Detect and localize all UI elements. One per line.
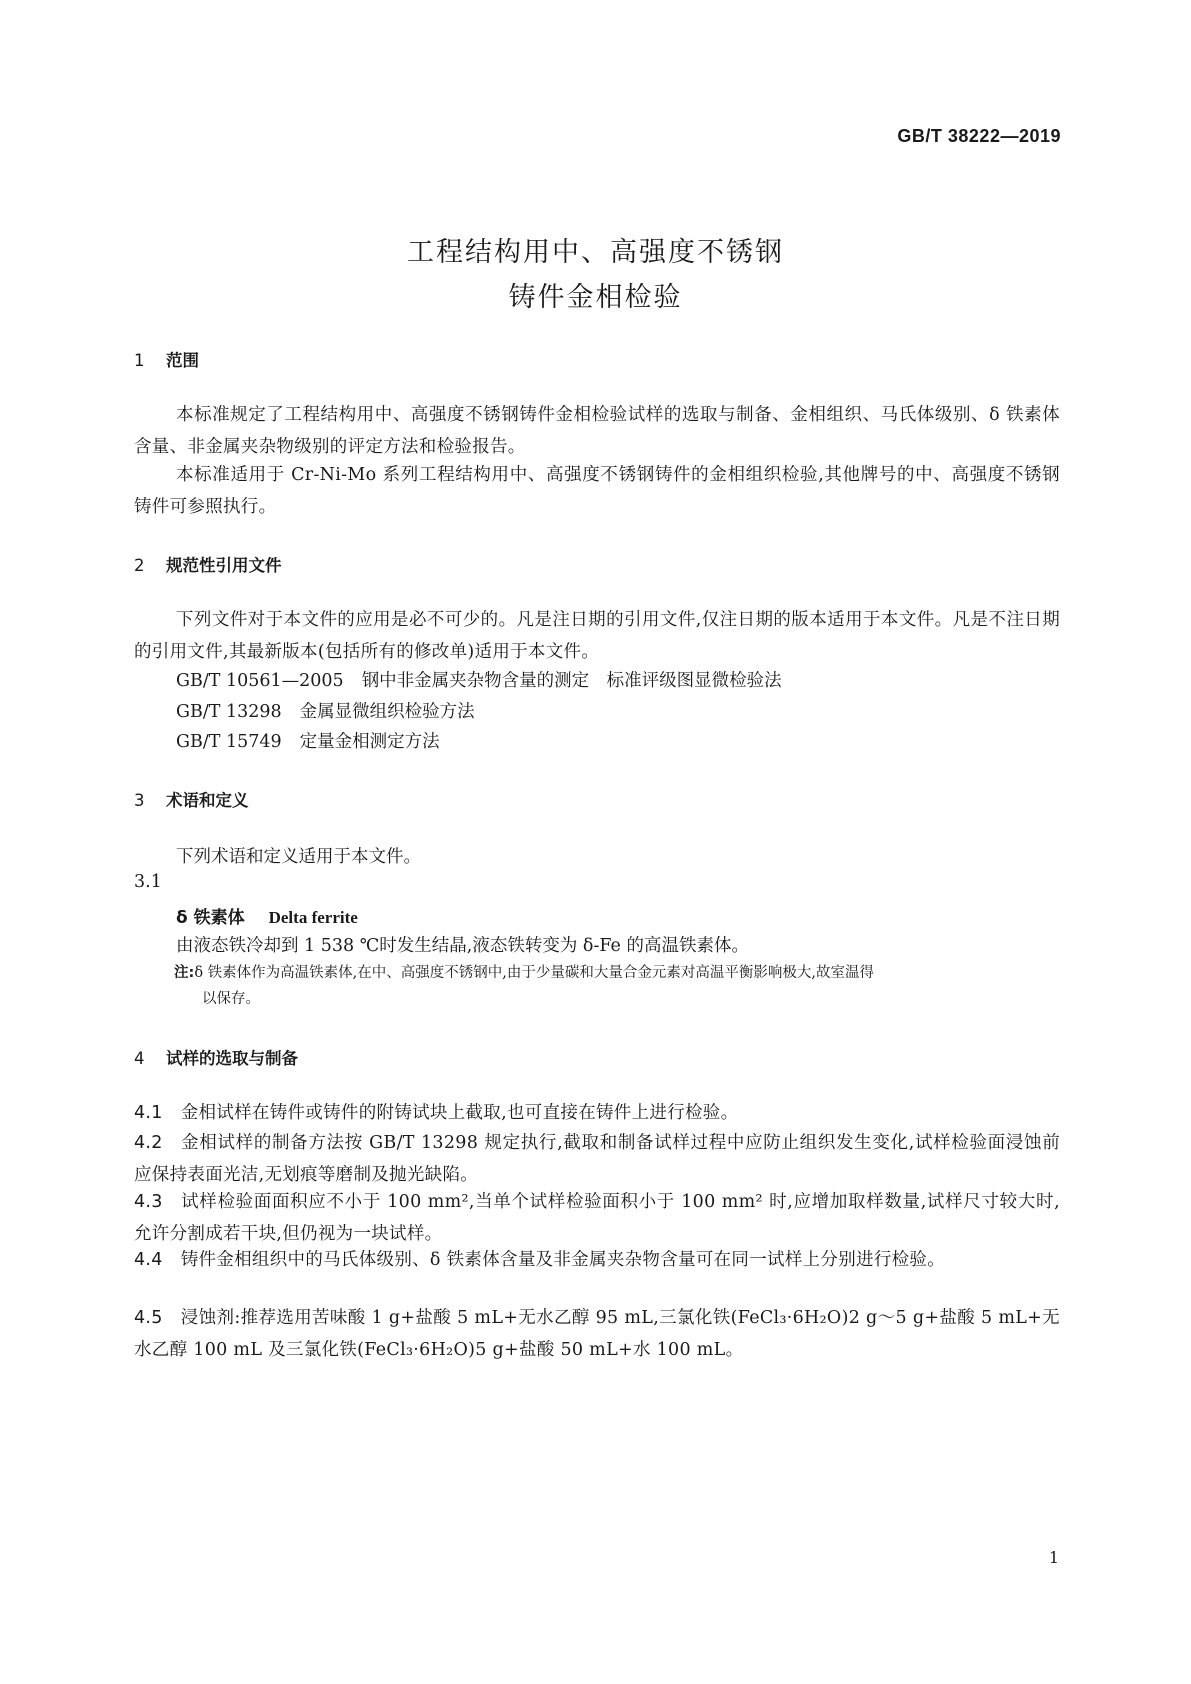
term-note	[174, 960, 1060, 1012]
clause-4-1	[134, 1097, 1060, 1129]
section-number: 3	[134, 791, 145, 810]
clause-number: 4.3	[134, 1192, 163, 1212]
term-english: Delta ferrite	[268, 908, 358, 927]
section-number: 1	[134, 351, 145, 370]
note-text-line2: 以保存。	[202, 991, 260, 1007]
section-3-paragraph-1: 下列术语和定义适用于本文件。	[176, 847, 421, 867]
clause-number: 4.2	[134, 1133, 163, 1153]
reference-item	[176, 698, 475, 723]
reference-title: 金属显微组织检验方法	[299, 702, 475, 722]
clause-4-5	[134, 1302, 1060, 1366]
term-entry	[176, 903, 358, 928]
section-1-paragraph-1: 本标准规定了工程结构用中、高强度不锈钢铸件金相检验试样的选取与制备、金相组织、马氏体级别、δ 铁素体含量、非金属夹杂物级别的评定方法和检验报告。	[134, 405, 1060, 457]
clause-4-2	[134, 1127, 1060, 1191]
document-title-line2: 铸件金相检验	[508, 282, 683, 313]
standard-code: GB/T 38222—2019	[897, 126, 1061, 146]
clause-text: 铸件金相组织中的马氏体级别、δ 铁素体含量及非金属夹杂物含量可在同一试样上分别进行检验。	[180, 1250, 946, 1270]
reference-code: GB/T 15749	[176, 732, 282, 752]
term-definition: 由液态铁冷却到 1 538 ℃时发生结晶,液态铁转变为 δ-Fe 的高温铁素体。	[176, 936, 749, 956]
term-chinese: δ 铁素体	[176, 908, 245, 928]
section-title: 规范性引用文件	[166, 556, 282, 575]
document-title-line1: 工程结构用中、高强度不锈钢	[407, 237, 784, 268]
reference-title: 钢中非金属夹杂物含量的测定 标准评级图显微检验法	[361, 671, 782, 691]
reference-code: GB/T 10561—2005	[176, 671, 344, 691]
clause-text: 金相试样的制备方法按 GB/T 13298 规定执行,截取和制备试样过程中应防止组织发生变化,试样检验面浸蚀前应保持表面光洁,无划痕等磨制及抛光缺陷。	[134, 1133, 1060, 1185]
section-number: 4	[134, 1049, 145, 1068]
clause-4-3	[134, 1186, 1060, 1250]
section-4-heading	[134, 1045, 298, 1069]
reference-item	[176, 667, 782, 692]
clause-text: 浸蚀剂:推荐选用苦味酸 1 g+盐酸 5 mL+无水乙醇 95 mL,三氯化铁(FeCl₃·6H₂O)2 g～5 g+盐酸 5 mL+无水乙醇 100 mL 及三氯化铁(FeCl₃·6H₂O)5 g+盐酸 50 mL+水 100 mL。	[134, 1308, 1060, 1360]
section-2-heading	[134, 552, 282, 576]
section-3-heading	[134, 787, 249, 811]
section-title: 试样的选取与制备	[166, 1049, 298, 1068]
section-number: 2	[134, 556, 145, 575]
section-title: 范围	[166, 351, 199, 370]
clause-text: 金相试样在铸件或铸件的附铸试块上截取,也可直接在铸件上进行检验。	[180, 1103, 739, 1123]
page-number: 1	[1048, 1548, 1059, 1567]
reference-item	[176, 728, 440, 753]
note-text-line1: δ 铁素体作为高温铁素体,在中、高强度不锈钢中,由于少量碳和大量合金元素对高温平衡影响极大,故室温得	[194, 965, 874, 981]
subclause-number: 3.1	[134, 872, 162, 892]
section-1-heading	[134, 347, 199, 371]
section-1-paragraph-2: 本标准适用于 Cr-Ni-Mo 系列工程结构用中、高强度不锈钢铸件的金相组织检验,其他牌号的中、高强度不锈钢铸件可参照执行。	[134, 465, 1060, 517]
clause-number: 4.4	[134, 1250, 163, 1270]
clause-4-4	[134, 1244, 1060, 1276]
section-2-paragraph-1: 下列文件对于本文件的应用是必不可少的。凡是注日期的引用文件,仅注日期的版本适用于本文件。凡是不注日期的引用文件,其最新版本(包括所有的修改单)适用于本文件。	[134, 610, 1060, 662]
section-title: 术语和定义	[166, 791, 249, 810]
clause-text: 试样检验面面积应不小于 100 mm²,当单个试样检验面积小于 100 mm² 时,应增加取样数量,试样尺寸较大时,允许分割成若干块,但仍视为一块试样。	[134, 1192, 1060, 1244]
note-label: 注:	[174, 965, 195, 981]
clause-number: 4.5	[134, 1308, 163, 1328]
clause-number: 4.1	[134, 1103, 163, 1123]
reference-title: 定量金相测定方法	[299, 732, 440, 752]
reference-code: GB/T 13298	[176, 702, 282, 722]
